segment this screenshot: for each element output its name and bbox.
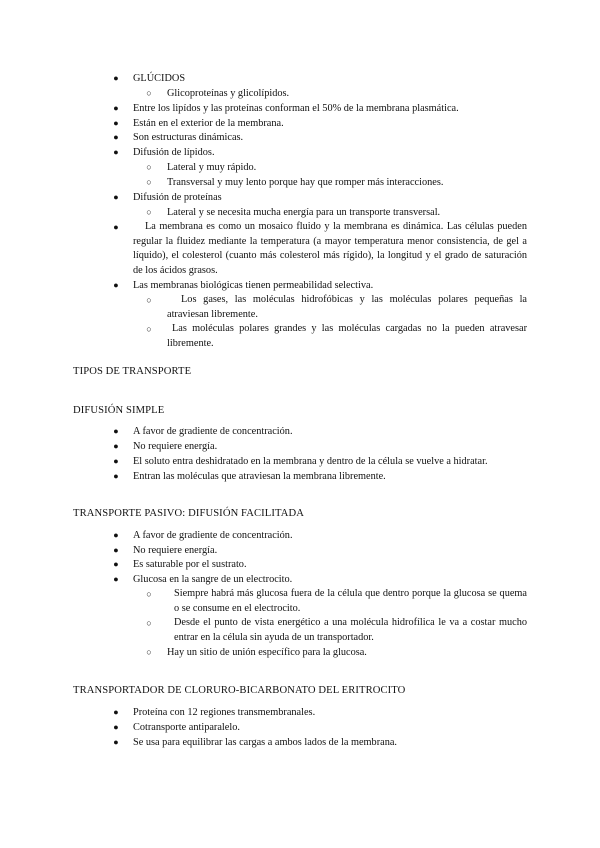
list-item: Se usa para equilibrar las cargas a ambos lados de la membrana. [133, 737, 397, 748]
sub-list-item: Las moléculas polares grandes y las moléculas cargadas no la pueden atravesar libremente. [167, 323, 527, 349]
section-title-difusion-simple: DIFUSIÓN SIMPLE [73, 405, 165, 416]
list-item: Difusión de lípidos. [133, 147, 215, 158]
sub-bullet-icon: ○ [146, 618, 152, 628]
bullet-icon: ● [113, 545, 119, 555]
sub-list-item: Lateral y muy rápido. [167, 162, 257, 173]
bullet-icon: ● [113, 559, 119, 569]
section-title-difusion-facilitada: TRANSPORTE PASIVO: DIFUSIÓN FACILITADA [73, 508, 304, 519]
sub-list-item: Glicoproteínas y glicolípidos. [167, 88, 290, 99]
bullet-icon: ● [113, 147, 119, 157]
list-item: Entre los lipídos y las proteínas conforman el 50% de la membrana plasmática. [133, 103, 459, 114]
bullet-icon: ● [113, 456, 119, 466]
bullet-icon: ● [113, 722, 119, 732]
bullet-icon: ● [113, 73, 119, 83]
bullet-icon: ● [113, 574, 119, 584]
bullet-icon: ● [113, 192, 119, 202]
list-item: Glucosa en la sangre de un electrocito. [133, 574, 293, 585]
bullet-icon: ● [113, 737, 119, 747]
section-title-cloruro: TRANSPORTADOR DE CLORURO-BICARBONATO DEL ERITROCITO [73, 685, 406, 696]
list-item: GLÚCIDOS [133, 73, 186, 84]
sub-bullet-icon: ○ [146, 589, 152, 599]
sub-bullet-icon: ○ [146, 162, 152, 172]
list-item: El soluto entra deshidratado en la membrana y dentro de la célula se vuelve a hidratar. [133, 456, 488, 467]
sub-list-item: Los gases, las moléculas hidrofóbicas y las moléculas polares pequeñas la atraviesan libremente. [167, 294, 527, 320]
list-item: Proteína con 12 regiones transmembranales. [133, 707, 316, 718]
sub-bullet-icon: ○ [146, 88, 152, 98]
list-item: Son estructuras dinámicas. [133, 132, 244, 143]
sub-list-item: Transversal y muy lento porque hay que romper más interacciones. [167, 177, 444, 188]
list-item: Entran las moléculas que atraviesan la membrana libremente. [133, 471, 386, 482]
sub-list-item: Siempre habrá más glucosa fuera de la célula que dentro porque la glucosa se quema o se consume en el electrocito. [174, 588, 527, 614]
sub-bullet-icon: ○ [146, 324, 152, 334]
bullet-icon: ● [113, 103, 119, 113]
list-item: Están en el exterior de la membrana. [133, 118, 284, 129]
sub-list-item: Lateral y se necesita mucha energía para un transporte transversal. [167, 207, 441, 218]
bullet-icon: ● [113, 707, 119, 717]
bullet-icon: ● [113, 132, 119, 142]
bullet-icon: ● [113, 118, 119, 128]
sub-list-item: Desde el punto de vista energético a una molécula hidrofílica le va a costar mucho entrar en la célula sin ayuda de un transportador. [174, 617, 527, 643]
list-item: Cotransporte antiparalelo. [133, 722, 240, 733]
paragraph-mosaico: La membrana es como un mosaico fluido y la membrana es dinámica. Las células pueden regular la fluidez mediante la temperatura (a mayor temperatura menor consistencia, de gel a líquido), el colesterol (cuanto más colesterol más rígido), la longitud y el grado de saturación de los ácidos grasos. [133, 221, 527, 276]
section-title-tipos: TIPOS DE TRANSPORTE [73, 366, 192, 377]
list-item: Es saturable por el sustrato. [133, 559, 247, 570]
list-item: No requiere energía. [133, 545, 218, 556]
sub-list-item: Hay un sitio de unión específico para la glucosa. [167, 647, 367, 658]
sub-bullet-icon: ○ [146, 177, 152, 187]
bullet-icon: ● [113, 426, 119, 436]
bullet-icon: ● [113, 280, 119, 290]
list-item: No requiere energía. [133, 441, 218, 452]
bullet-icon: ● [113, 222, 119, 232]
sub-bullet-icon: ○ [146, 647, 152, 657]
bullet-icon: ● [113, 471, 119, 481]
bullet-icon: ● [113, 441, 119, 451]
list-item: Difusión de proteínas [133, 192, 222, 203]
sub-bullet-icon: ○ [146, 295, 152, 305]
list-item: Las membranas biológicas tienen permeabilidad selectiva. [133, 280, 374, 291]
bullet-icon: ● [113, 530, 119, 540]
list-item: A favor de gradiente de concentración. [133, 426, 293, 437]
list-item: A favor de gradiente de concentración. [133, 530, 293, 541]
sub-bullet-icon: ○ [146, 207, 152, 217]
